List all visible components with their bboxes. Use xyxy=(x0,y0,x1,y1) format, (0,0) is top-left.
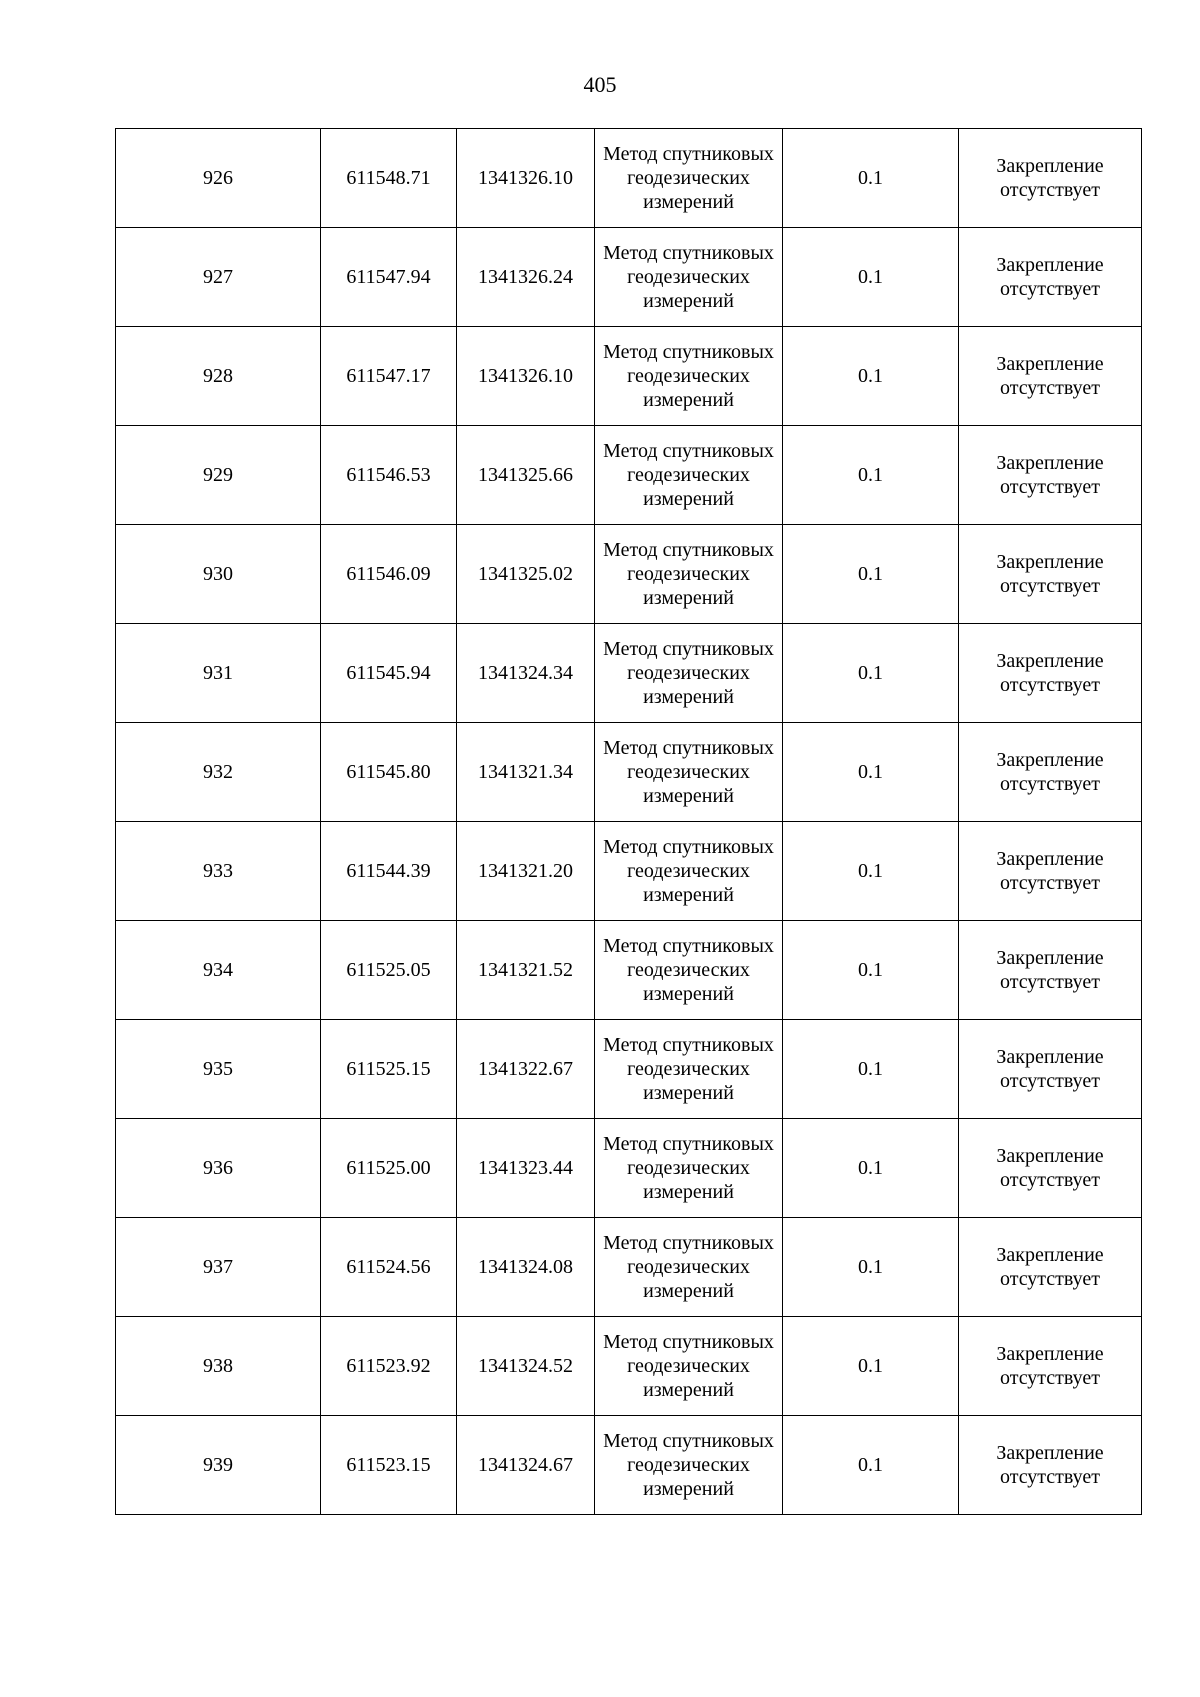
accuracy-cell xyxy=(783,1020,959,1119)
point-number-cell-text: 938 xyxy=(203,1355,233,1377)
accuracy-cell-text: 0.1 xyxy=(858,761,883,783)
table-row xyxy=(116,624,1142,723)
accuracy-cell xyxy=(783,129,959,228)
accuracy-cell xyxy=(783,525,959,624)
x-coordinate-cell xyxy=(321,1218,457,1317)
point-number-cell-text: 928 xyxy=(203,365,233,387)
accuracy-cell-text: 0.1 xyxy=(858,860,883,882)
x-coordinate-cell xyxy=(321,822,457,921)
accuracy-cell-text: 0.1 xyxy=(858,563,883,585)
point-number-cell xyxy=(116,1317,321,1416)
x-coordinate-cell xyxy=(321,1317,457,1416)
x-coordinate-cell-text: 611524.56 xyxy=(346,1256,431,1278)
y-coordinate-cell-text: 1341321.52 xyxy=(478,959,573,981)
y-coordinate-cell-text: 1341326.10 xyxy=(478,365,573,387)
method-cell xyxy=(595,1020,783,1119)
y-coordinate-cell-text: 1341324.67 xyxy=(478,1454,573,1476)
point-number-cell-text: 933 xyxy=(203,860,233,882)
fixing-cell xyxy=(959,525,1142,624)
point-number-cell xyxy=(116,327,321,426)
fixing-cell xyxy=(959,624,1142,723)
fixing-cell-text: Закрепление отсутствует xyxy=(996,848,1104,894)
accuracy-cell-text: 0.1 xyxy=(858,365,883,387)
accuracy-cell-text: 0.1 xyxy=(858,1157,883,1179)
x-coordinate-cell-text: 611547.17 xyxy=(346,365,431,387)
y-coordinate-cell xyxy=(457,1119,595,1218)
method-cell xyxy=(595,822,783,921)
fixing-cell xyxy=(959,228,1142,327)
table-row xyxy=(116,921,1142,1020)
fixing-cell-text: Закрепление отсутствует xyxy=(996,254,1104,300)
x-coordinate-cell xyxy=(321,1416,457,1515)
x-coordinate-cell xyxy=(321,525,457,624)
x-coordinate-cell-text: 611525.05 xyxy=(346,959,431,981)
y-coordinate-cell xyxy=(457,426,595,525)
point-number-cell-text: 935 xyxy=(203,1058,233,1080)
x-coordinate-cell xyxy=(321,723,457,822)
point-number-cell-text: 926 xyxy=(203,167,233,189)
x-coordinate-cell-text: 611523.92 xyxy=(346,1355,431,1377)
table-row xyxy=(116,1317,1142,1416)
point-number-cell-text: 937 xyxy=(203,1256,233,1278)
y-coordinate-cell xyxy=(457,624,595,723)
point-number-cell xyxy=(116,822,321,921)
fixing-cell xyxy=(959,1119,1142,1218)
y-coordinate-cell xyxy=(457,1317,595,1416)
y-coordinate-cell-text: 1341325.02 xyxy=(478,563,573,585)
method-cell-text: Метод спутниковых геодезических измерений xyxy=(603,935,774,1005)
table-row xyxy=(116,228,1142,327)
accuracy-cell xyxy=(783,1218,959,1317)
fixing-cell xyxy=(959,129,1142,228)
point-number-cell xyxy=(116,723,321,822)
y-coordinate-cell-text: 1341322.67 xyxy=(478,1058,573,1080)
method-cell-text: Метод спутниковых геодезических измерений xyxy=(603,737,774,807)
fixing-cell-text: Закрепление отсутствует xyxy=(996,353,1104,399)
accuracy-cell-text: 0.1 xyxy=(858,464,883,486)
y-coordinate-cell xyxy=(457,921,595,1020)
accuracy-cell xyxy=(783,921,959,1020)
method-cell-text: Метод спутниковых геодезических измерений xyxy=(603,440,774,510)
point-number-cell-text: 939 xyxy=(203,1454,233,1476)
x-coordinate-cell-text: 611523.15 xyxy=(346,1454,431,1476)
accuracy-cell-text: 0.1 xyxy=(858,1454,883,1476)
accuracy-cell xyxy=(783,624,959,723)
y-coordinate-cell-text: 1341326.10 xyxy=(478,167,573,189)
x-coordinate-cell-text: 611525.15 xyxy=(346,1058,431,1080)
point-number-cell-text: 931 xyxy=(203,662,233,684)
point-number-cell-text: 932 xyxy=(203,761,233,783)
method-cell xyxy=(595,624,783,723)
method-cell xyxy=(595,1317,783,1416)
point-number-cell-text: 936 xyxy=(203,1157,233,1179)
x-coordinate-cell-text: 611545.94 xyxy=(346,662,431,684)
table-row xyxy=(116,1020,1142,1119)
fixing-cell-text: Закрепление отсутствует xyxy=(996,749,1104,795)
method-cell-text: Метод спутниковых геодезических измерений xyxy=(603,1133,774,1203)
method-cell xyxy=(595,426,783,525)
accuracy-cell xyxy=(783,1317,959,1416)
point-number-cell xyxy=(116,921,321,1020)
y-coordinate-cell xyxy=(457,1416,595,1515)
method-cell xyxy=(595,327,783,426)
y-coordinate-cell-text: 1341321.20 xyxy=(478,860,573,882)
coordinates-table-body xyxy=(116,129,1142,1515)
accuracy-cell xyxy=(783,426,959,525)
point-number-cell xyxy=(116,1218,321,1317)
accuracy-cell-text: 0.1 xyxy=(858,662,883,684)
fixing-cell-text: Закрепление отсутствует xyxy=(996,1244,1104,1290)
accuracy-cell xyxy=(783,327,959,426)
y-coordinate-cell-text: 1341324.34 xyxy=(478,662,573,684)
y-coordinate-cell-text: 1341325.66 xyxy=(478,464,573,486)
method-cell xyxy=(595,1218,783,1317)
table-row xyxy=(116,822,1142,921)
accuracy-cell xyxy=(783,1416,959,1515)
point-number-cell xyxy=(116,1020,321,1119)
y-coordinate-cell xyxy=(457,1218,595,1317)
page-number: 405 xyxy=(583,72,617,97)
y-coordinate-cell-text: 1341321.34 xyxy=(478,761,573,783)
accuracy-cell-text: 0.1 xyxy=(858,1355,883,1377)
fixing-cell-text: Закрепление отсутствует xyxy=(996,1046,1104,1092)
y-coordinate-cell xyxy=(457,822,595,921)
table-row xyxy=(116,426,1142,525)
method-cell-text: Метод спутниковых геодезических измерений xyxy=(603,1331,774,1401)
fixing-cell xyxy=(959,1416,1142,1515)
x-coordinate-cell xyxy=(321,129,457,228)
y-coordinate-cell-text: 1341323.44 xyxy=(478,1157,573,1179)
y-coordinate-cell xyxy=(457,1020,595,1119)
y-coordinate-cell xyxy=(457,129,595,228)
method-cell xyxy=(595,525,783,624)
method-cell-text: Метод спутниковых геодезических измерений xyxy=(603,1034,774,1104)
method-cell xyxy=(595,1119,783,1218)
y-coordinate-cell-text: 1341326.24 xyxy=(478,266,573,288)
fixing-cell-text: Закрепление отсутствует xyxy=(996,1145,1104,1191)
accuracy-cell xyxy=(783,723,959,822)
accuracy-cell-text: 0.1 xyxy=(858,1256,883,1278)
method-cell xyxy=(595,723,783,822)
accuracy-cell-text: 0.1 xyxy=(858,1058,883,1080)
fixing-cell xyxy=(959,1020,1142,1119)
accuracy-cell-text: 0.1 xyxy=(858,266,883,288)
x-coordinate-cell xyxy=(321,426,457,525)
fixing-cell-text: Закрепление отсутствует xyxy=(996,947,1104,993)
fixing-cell xyxy=(959,327,1142,426)
method-cell-text: Метод спутниковых геодезических измерений xyxy=(603,638,774,708)
fixing-cell xyxy=(959,1218,1142,1317)
accuracy-cell xyxy=(783,228,959,327)
table-row xyxy=(116,723,1142,822)
point-number-cell xyxy=(116,1416,321,1515)
x-coordinate-cell-text: 611544.39 xyxy=(346,860,431,882)
accuracy-cell xyxy=(783,1119,959,1218)
table-row xyxy=(116,1119,1142,1218)
method-cell-text: Метод спутниковых геодезических измерений xyxy=(603,1232,774,1302)
fixing-cell-text: Закрепление отсутствует xyxy=(996,452,1104,498)
method-cell xyxy=(595,1416,783,1515)
method-cell xyxy=(595,129,783,228)
point-number-cell-text: 930 xyxy=(203,563,233,585)
y-coordinate-cell xyxy=(457,327,595,426)
fixing-cell xyxy=(959,921,1142,1020)
x-coordinate-cell xyxy=(321,327,457,426)
point-number-cell xyxy=(116,426,321,525)
table-row xyxy=(116,1416,1142,1515)
x-coordinate-cell xyxy=(321,921,457,1020)
method-cell-text: Метод спутниковых геодезических измерений xyxy=(603,143,774,213)
method-cell xyxy=(595,921,783,1020)
x-coordinate-cell xyxy=(321,1020,457,1119)
x-coordinate-cell-text: 611525.00 xyxy=(346,1157,431,1179)
table-row xyxy=(116,1218,1142,1317)
point-number-cell xyxy=(116,525,321,624)
y-coordinate-cell-text: 1341324.52 xyxy=(478,1355,573,1377)
x-coordinate-cell-text: 611546.09 xyxy=(346,563,431,585)
y-coordinate-cell xyxy=(457,723,595,822)
x-coordinate-cell-text: 611545.80 xyxy=(346,761,431,783)
accuracy-cell xyxy=(783,822,959,921)
point-number-cell xyxy=(116,228,321,327)
fixing-cell-text: Закрепление отсутствует xyxy=(996,155,1104,201)
fixing-cell xyxy=(959,822,1142,921)
accuracy-cell-text: 0.1 xyxy=(858,959,883,981)
coordinates-table xyxy=(115,128,1142,1515)
fixing-cell xyxy=(959,426,1142,525)
point-number-cell-text: 934 xyxy=(203,959,233,981)
table-row xyxy=(116,525,1142,624)
x-coordinate-cell xyxy=(321,1119,457,1218)
method-cell xyxy=(595,228,783,327)
method-cell-text: Метод спутниковых геодезических измерений xyxy=(603,1430,774,1500)
point-number-cell xyxy=(116,1119,321,1218)
point-number-cell-text: 927 xyxy=(203,266,233,288)
y-coordinate-cell xyxy=(457,228,595,327)
fixing-cell xyxy=(959,723,1142,822)
point-number-cell xyxy=(116,129,321,228)
fixing-cell-text: Закрепление отсутствует xyxy=(996,1442,1104,1488)
y-coordinate-cell xyxy=(457,525,595,624)
accuracy-cell-text: 0.1 xyxy=(858,167,883,189)
x-coordinate-cell-text: 611547.94 xyxy=(346,266,431,288)
fixing-cell-text: Закрепление отсутствует xyxy=(996,1343,1104,1389)
fixing-cell-text: Закрепление отсутствует xyxy=(996,551,1104,597)
x-coordinate-cell-text: 611548.71 xyxy=(346,167,431,189)
method-cell-text: Метод спутниковых геодезических измерений xyxy=(603,539,774,609)
x-coordinate-cell-text: 611546.53 xyxy=(346,464,431,486)
y-coordinate-cell-text: 1341324.08 xyxy=(478,1256,573,1278)
x-coordinate-cell xyxy=(321,624,457,723)
method-cell-text: Метод спутниковых геодезических измерений xyxy=(603,836,774,906)
method-cell-text: Метод спутниковых геодезических измерений xyxy=(603,242,774,312)
method-cell-text: Метод спутниковых геодезических измерений xyxy=(603,341,774,411)
x-coordinate-cell xyxy=(321,228,457,327)
table-row xyxy=(116,129,1142,228)
fixing-cell-text: Закрепление отсутствует xyxy=(996,650,1104,696)
table-row xyxy=(116,327,1142,426)
point-number-cell-text: 929 xyxy=(203,464,233,486)
fixing-cell xyxy=(959,1317,1142,1416)
point-number-cell xyxy=(116,624,321,723)
